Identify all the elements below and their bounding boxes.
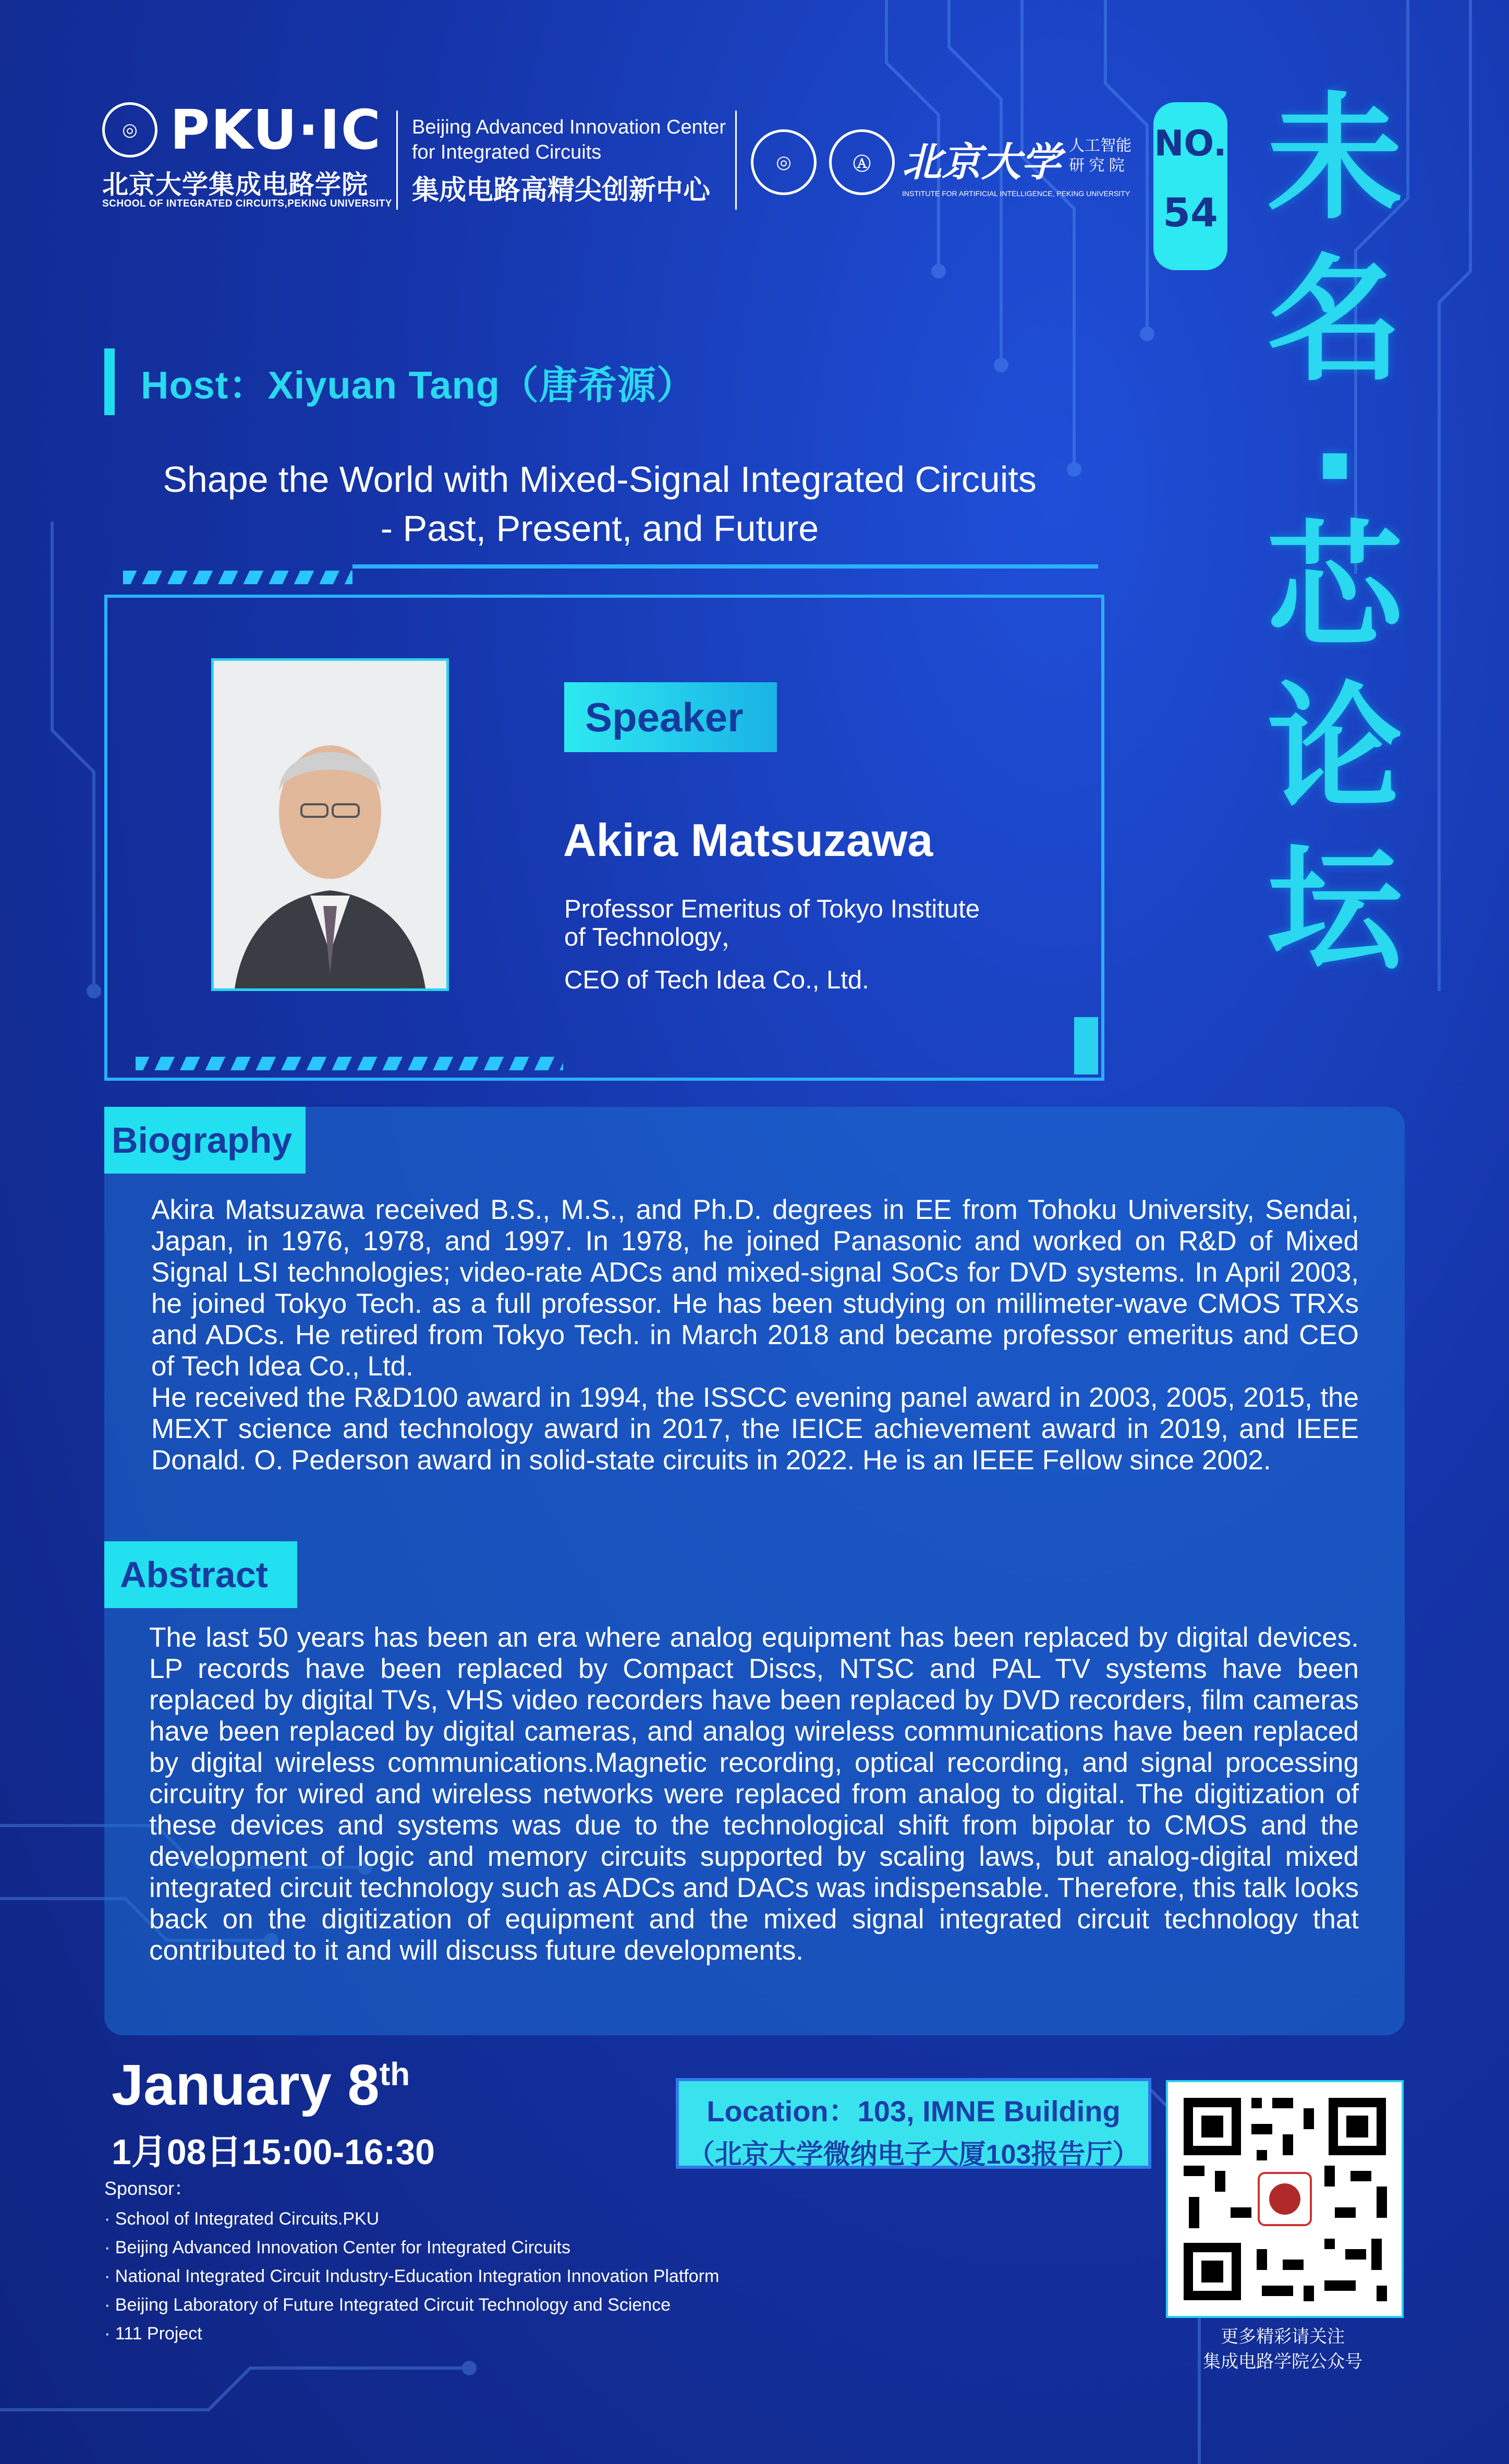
speaker-tag — [564, 682, 777, 752]
talk-title — [104, 455, 1095, 553]
event-date-text: January 8 — [112, 2053, 380, 2117]
qr-caption-line-1: 更多精彩请关注 — [1221, 2327, 1345, 2347]
pku-seal-2-icon: ◎ — [751, 129, 817, 195]
center-name-en-1: Beijing Advanced Innovation Center — [412, 116, 726, 138]
event-date-cn: 1月08日 — [112, 2132, 242, 2172]
center-name-en-2: for Integrated Circuits — [412, 141, 602, 163]
frame-stripe-bottom — [136, 1057, 563, 1070]
center-name-cn: 集成电路高精尖创新中心 — [412, 175, 711, 206]
frame-stripe-top — [123, 571, 352, 584]
sponsor-item: · School of Integrated Circuits.PKU — [104, 2209, 380, 2229]
title-char-2: 名 — [1267, 242, 1403, 400]
abstract-paragraph: The last 50 years has been an era where analog equipment has been replaced by digital devices. LP records have been replaced by Compact Discs, NTSC and PAL TV systems have been replaced by digital TVs, VHS video recorders have been replaced by DVD recorders, film cameras have been replaced by digital cameras, and analog wireless communications have been replaced by digital wireless communications.Magnetic recording, optical recording, and signal processing circuitry for wired and wireless networks were replaced from analog to digital. The digitization of these devices and systems was due to the technological shift from bipolar to CMOS and the development of logic and memory circuits supported by scaling laws, but analog-digital mixed integrated circuit technology such as ADCs and DACs was indispensable. Therefore, this talk looks back on the digitization of equipment and the mixed signal integrated circuit technology that contributed to it and will discuss future developments. — [149, 1622, 1359, 1966]
event-date-suffix: th — [379, 2056, 410, 2093]
title-char-6: 坛 — [1267, 831, 1403, 989]
affiliation-line-1: Professor Emeritus of Tokyo Institute — [564, 895, 980, 923]
talk-title-line-2: - Past, Present, and Future — [380, 508, 819, 549]
issue-number: 54 — [1163, 189, 1218, 236]
issue-no-label: NO. — [1154, 123, 1227, 164]
speaker-name: Akira Matsuzawa — [563, 814, 933, 866]
sponsor-heading: Sponsor： — [104, 2178, 193, 2199]
speaker-portrait-icon — [214, 661, 446, 988]
pku-seal-icon: ◎ — [102, 102, 157, 158]
qr-caption — [1142, 2324, 1423, 2374]
host-name: Host：Xiyuan Tang（唐希源） — [141, 364, 696, 407]
host-accent-bar — [104, 348, 115, 415]
location-box — [676, 2078, 1151, 2169]
abstract-tag — [104, 1541, 297, 1608]
qr-code[interactable] — [1166, 2080, 1404, 2318]
ai-institute-block — [902, 130, 1137, 198]
sponsor-item: · Beijing Advanced Innovation Center for Integrated Circuits — [104, 2238, 570, 2257]
school-name-en: SCHOOL OF INTEGRATED CIRCUITS,PEKING UNIVERSITY — [102, 198, 392, 209]
qr-code-icon — [1168, 2082, 1402, 2316]
location-line-1: Location：103, IMNE Building — [707, 2095, 1121, 2128]
event-time-range: 15:00-16:30 — [241, 2132, 435, 2172]
speaker-tag-label: Speaker — [585, 694, 744, 740]
qr-caption-line-2: 集成电路学院公众号 — [1203, 2352, 1362, 2372]
event-date — [112, 2052, 410, 2118]
biography-para-2: He received the R&D100 award in 1994, the ISSCC evening panel award in 2003, 2005, 2015, the MEXT science and technology award in 2017, the IEICE achievement award in 2019, and IEEE Donald. O. Pederson award in solid-state circuits in 2022. He is an IEEE Fellow since 2002. — [151, 1382, 1359, 1476]
event-time — [112, 2124, 435, 2175]
biography-para-1: Akira Matsuzawa received B.S., M.S., and Ph.D. degrees in EE from Tohoku University, Sendai, Japan, in 1976, 1978, and 1997. In 1978, he joined Panasonic and worked on R&D of Mixed Signal LSI technologies; video-rate ADCs and mixed-signal SoCs for DVD systems. In April 2003, he joined Tokyo Tech. as a full professor. He has been studying on millimeter-wave CMOS TRXs and ADCs. He retired from Tokyo Tech. in March 2018 and became professor emeritus and CEO of Tech Idea Co., Ltd. — [151, 1194, 1359, 1382]
forum-vertical-title — [1246, 80, 1423, 1004]
abstract-tag-label: Abstract — [120, 1554, 268, 1595]
frame-top-accent — [352, 564, 1098, 569]
talk-title-line-1: Shape the World with Mixed-Signal Integrated Circuits — [163, 459, 1037, 500]
header-divider — [396, 111, 398, 210]
issue-badge — [1153, 102, 1227, 270]
ai-label-1: 人工智能 — [1069, 137, 1131, 154]
pku-ic-wordmark: PKU·IC — [170, 98, 382, 162]
sponsor-item: · Beijing Laboratory of Future Integrated Circuit Technology and Science — [104, 2295, 671, 2315]
biography-tag — [104, 1107, 306, 1174]
title-char-3: · — [1309, 388, 1361, 546]
frame-corner-accent — [1074, 1017, 1098, 1074]
speaker-photo — [211, 658, 449, 991]
sponsor-item: · 111 Project — [104, 2324, 202, 2344]
biography-tag-label: Biography — [112, 1120, 293, 1161]
abstract-text — [149, 1622, 1359, 1966]
affiliation-line-2: of Technology， — [564, 923, 747, 951]
school-name-cn: 北京大学集成电路学院 — [102, 170, 368, 199]
ai-institute-seal-icon: Ⓐ — [829, 129, 895, 195]
header-divider-2 — [735, 111, 737, 210]
ai-label-2: 研 究 院 — [1069, 157, 1125, 174]
title-char-4: 芯 — [1267, 508, 1403, 666]
biography-text — [151, 1194, 1359, 1476]
ai-institute-name-cn: 北京大学 — [902, 139, 1061, 185]
title-char-5: 论 — [1267, 670, 1403, 827]
affiliation-line-3: CEO of Tech Idea Co., Ltd. — [564, 966, 869, 994]
pku-ic-logo — [102, 98, 392, 217]
speaker-affiliation — [564, 895, 1065, 994]
innovation-center-block — [412, 115, 735, 207]
location-line-2: （北京大学微纳电子大厦103报告厅） — [687, 2140, 1140, 2170]
ai-institute-name-en: INSTITUTE FOR ARTIFICIAL INTELLIGENCE, PEKING UNIVERSITY — [902, 189, 1130, 198]
sponsor-block — [104, 2174, 886, 2348]
sponsor-item: · National Integrated Circuit Industry-Education Integration Innovation Platform — [104, 2266, 720, 2286]
title-char-1: 未 — [1267, 80, 1403, 238]
